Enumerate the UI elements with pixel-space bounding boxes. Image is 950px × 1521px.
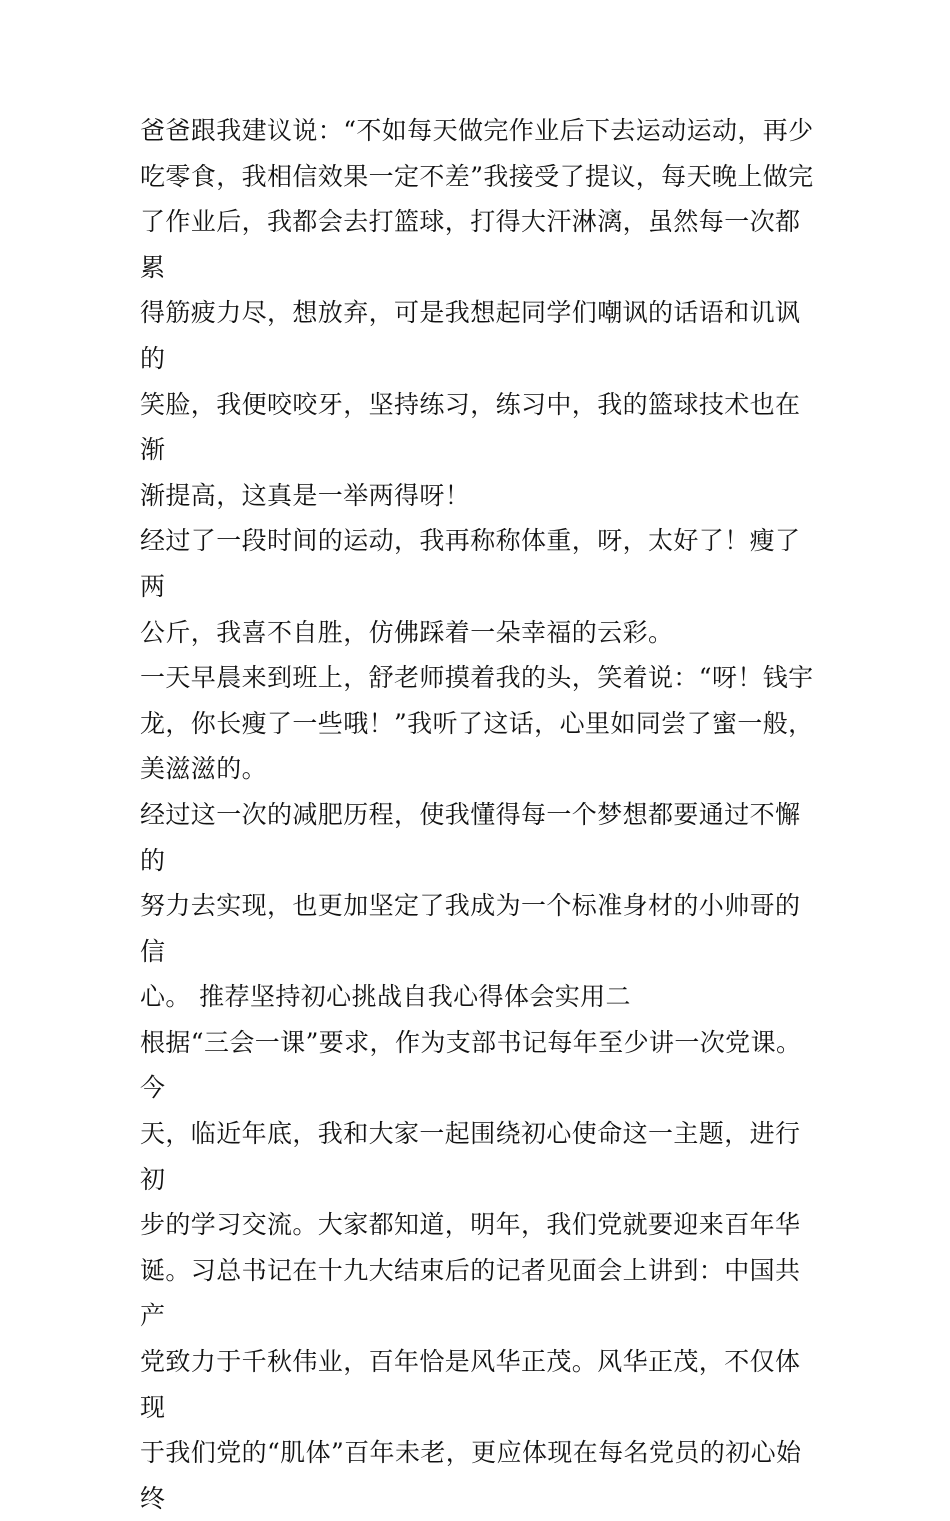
paragraph-party-lecture: 根据“三会一课”要求，作为支部书记每年至少讲一次党课。今 天，临近年底，我和大家一起围绕初心使命这一主题，进行初 步的学习交流。大家都知道，明年，我们党就要迎来百年华 诞。习总书记在十九大结束后的记者见面会上讲到：中国共产 党致力于千秋伟业，百年恰是风华正茂。风华正茂，不仅体现 于我们党的“肌体”百年未老，更应体现在每名党员的初心始终 [140,1027,802,1513]
paragraph-conclusion: 经过这一次的减肥历程，使我懂得每一个梦想都要通过不懈的 努力去实现，也更加坚定了我成为一个标准身材的小帅哥的信 心。 推荐坚持初心挑战自我心得体会实用二 [140,799,801,1012]
paragraph-weight-loss: 经过了一段时间的运动，我再称称体重，呀，太好了！瘦了两 公斤，我喜不自胜，仿佛踩着一朵幸福的云彩。 [140,526,801,647]
paragraph-teacher-praise: 一天早晨来到班上，舒老师摸着我的头，笑着说：“呀！钱宇 龙，你长瘦了一些哦！”我听了这话，心里如同尝了蜜一般， 美滋滋的。 [140,663,814,784]
document-body [140,108,820,1521]
paragraph-exercise-advice: 爸爸跟我建议说：“不如每天做完作业后下去运动运动，再少 吃零食，我相信效果一定不差”我接受了提议，每天晚上做完 了作业后，我都会去打篮球，打得大汗淋漓，虽然每一次都累 得筋疲力尽，想放弃，可是我想起同学们嘲讽的话语和讥讽的 笑脸，我便咬咬牙，坚持练习，练习中，我的篮球技术也在渐 渐提高，这真是一举两得呀！ [140,116,814,510]
